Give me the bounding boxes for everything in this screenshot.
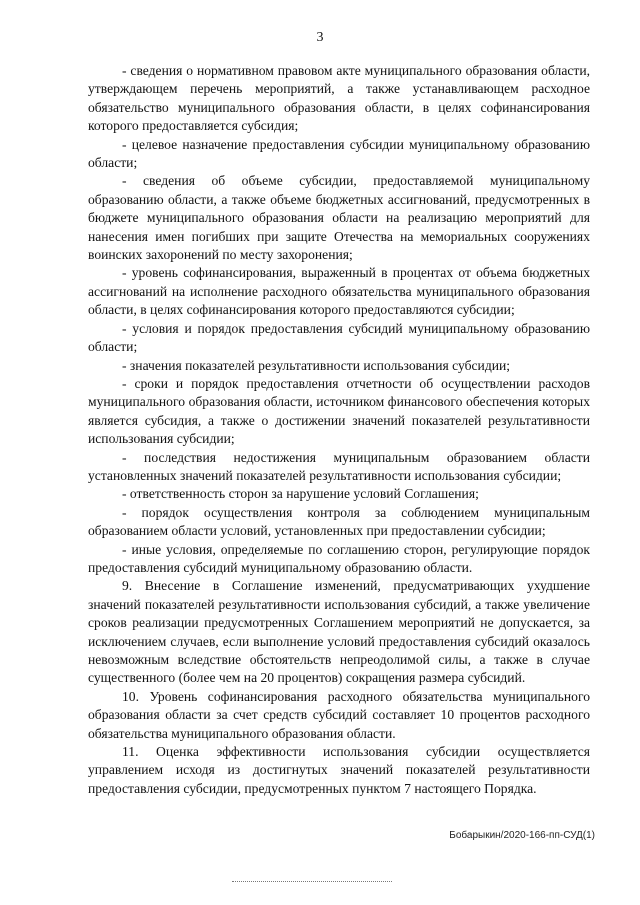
paragraph-consequences: - последствия недостижения муниципальным образованием области установленных значений показателей результативности использования субсидии; [88,449,590,483]
document-code: Бобарыкин/2020-166-пп-СУД(1) [449,830,595,841]
paragraph-indicators: - значения показателей результативности использования субсидии; [122,357,511,373]
document-body [88,62,590,798]
bottom-divider [232,881,392,882]
paragraph-clause-11: 11. Оценка эффективности использования субсидии осуществляется управлением исходя из достигнутых значений показателей результативности предоставления субсидии, предусмотренных пунктом 7 настоящего Порядка. [88,744,590,796]
paragraph-other-conditions: - иные условия, определяемые по соглашению сторон, регулирующие порядок предоставления субсидий муниципальному образованию области. [88,541,590,575]
paragraph-clause-10: 10. Уровень софинансирования расходного обязательства муниципального образования области за счет средств субсидий составляет 10 процентов расходного обязательства муниципального образования области. [88,688,590,741]
paragraph-cofinancing-level: - уровень софинансирования, выраженный в процентах от объема бюджетных ассигнований на исполнение расходного обязательства муниципального образования области, в целях софинансирования которого предоставляются субсидии; [88,265,590,318]
paragraph-reporting: - сроки и порядок предоставления отчетности об осуществлении расходов муниципального образования области, источником финансового обеспечения которых является субсидия, а также о достижении значений показателей результативности использования субсидии; [88,375,590,447]
paragraph-conditions: - условия и порядок предоставления субсидий муниципальному образованию области; [88,320,590,355]
paragraph-subsidy-volume: - сведения об объеме субсидии, предоставляемой муниципальному образованию области, а также объеме бюджетных ассигнований, предусмотренных в бюджете муниципального образования области на реализацию мероприятий для нанесения имен погибших при защите Отечества на мемориальных сооружениях воинских захоронений по месту захоронения; [88,173,590,263]
page-number: 3 [316,30,324,45]
paragraph-control: - порядок осуществления контроля за соблюдением муниципальным образованием области условий, установленных при предоставлении субсидии; [88,504,590,539]
paragraph-municipal-act: - сведения о нормативном правовом акте муниципального образования области, утверждающем перечень мероприятий, а также устанавливающем расходное обязательство муниципального образования области, в целях софинансирования которого предоставляется субсидия; [88,63,590,134]
paragraph-responsibility: - ответственность сторон за нарушение условий Соглашения; [122,486,479,502]
paragraph-clause-9: 9. Внесение в Соглашение изменений, предусматривающих ухудшение значений показателей результативности использования субсидий, а также увеличение сроков реализации предусмотренных Соглашением мероприятий не допускается, за исключением случаев, если выполнение условий предоставления субсидий оказалось невозможным вследствие обстоятельств непреодолимой силы, а также в случае существенного (более чем на 20 процентов) сокращения размера субсидий. [88,578,590,686]
paragraph-purpose: - целевое назначение предоставления субсидии муниципальному образованию области; [88,136,590,171]
